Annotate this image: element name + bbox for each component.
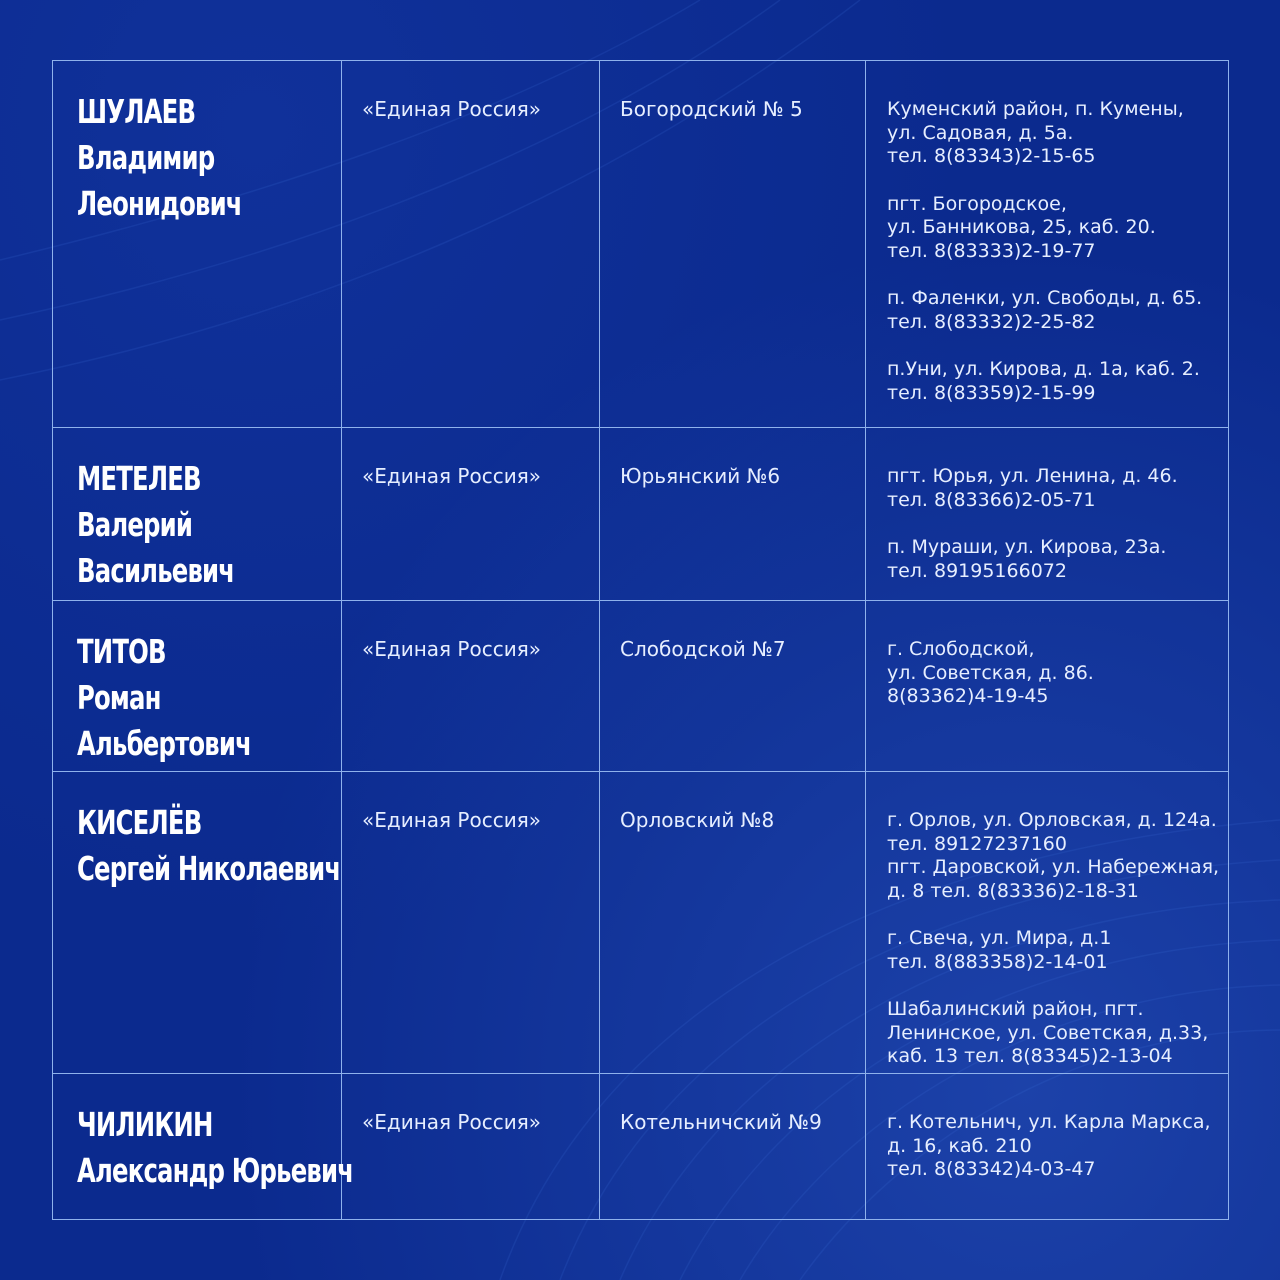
deputy-given-name: Леонидович — [77, 184, 242, 223]
party-cell — [342, 61, 600, 428]
district-cell — [600, 601, 866, 772]
district-name: Котельничский №9 — [620, 1110, 822, 1134]
party-cell — [342, 1074, 600, 1220]
contact-line: каб. 13 тел. 8(83345)2-13-04 — [887, 1045, 1173, 1067]
deputy-given-name: Альбертович — [77, 724, 252, 763]
contact-line: Шабалинский район, пгт. — [887, 998, 1144, 1020]
deputy-name-cell — [53, 428, 342, 601]
party-cell — [342, 601, 600, 772]
party-name: «Единая Россия» — [362, 637, 541, 661]
contact-line: тел. 8(83342)4-03-47 — [887, 1158, 1096, 1180]
deputy-surname: ЧИЛИКИН — [77, 1105, 213, 1144]
table-row — [53, 61, 1229, 428]
contact-line: пгт. Богородское, — [887, 192, 1067, 215]
deputy-name-cell — [53, 61, 342, 428]
contact-line: п.Уни, ул. Кирова, д. 1а, каб. 2. — [887, 358, 1200, 380]
contact-line: д. 8 тел. 8(83336)2-18-31 — [887, 879, 1139, 902]
deputy-given-name: Васильевич — [77, 551, 235, 590]
contact-block-gap — [887, 974, 1220, 998]
contact-block-gap — [887, 263, 1220, 287]
deputy-given-name: Сергей Николаевич — [77, 849, 341, 888]
table-row — [53, 428, 1229, 601]
contact-line: п. Фаленки, ул. Свободы, д. 65. — [887, 287, 1203, 309]
party-name: «Единая Россия» — [362, 464, 541, 488]
deputy-name-cell — [53, 772, 342, 1074]
contact-line: тел. 8(83333)2-19-77 — [887, 239, 1096, 262]
contacts-cell — [866, 772, 1229, 1074]
district-cell — [600, 772, 866, 1074]
contact-line: ул. Банникова, 25, каб. 20. — [887, 216, 1156, 238]
district-name: Орловский №8 — [620, 808, 775, 832]
contact-line: тел. 8(83332)2-25-82 — [887, 310, 1096, 333]
contact-line: ул. Садовая, д. 5а. — [887, 121, 1074, 144]
contact-line: д. 16, каб. 210 — [887, 1134, 1032, 1157]
district-cell — [600, 1074, 866, 1220]
contact-block-gap — [887, 903, 1220, 927]
contact-line: Куменский район, п. Кумены, — [887, 98, 1184, 120]
contact-line: п. Мураши, ул. Кирова, 23а. — [887, 536, 1167, 558]
party-name: «Единая Россия» — [362, 1110, 541, 1134]
contact-line: тел. 89195166072 — [887, 559, 1067, 582]
table-row — [53, 601, 1229, 772]
deputy-surname: КИСЕЛЁВ — [77, 803, 202, 842]
deputy-name-cell — [53, 1074, 354, 1220]
district-cell — [600, 428, 866, 601]
party-cell — [342, 428, 600, 601]
table-row — [53, 1074, 1229, 1220]
contacts-cell — [866, 601, 1229, 772]
deputy-given-name: Роман — [77, 678, 161, 717]
party-cell — [342, 772, 600, 1074]
contact-line: тел. 89127237160 — [887, 832, 1067, 855]
contact-line: ул. Советская, д. 86. — [887, 661, 1094, 684]
contact-block-gap — [887, 512, 1220, 536]
deputy-given-name: Валерий — [77, 505, 193, 544]
district-cell — [600, 61, 866, 428]
deputy-given-name: Владимир — [77, 138, 215, 177]
contact-line: тел. 8(83343)2-15-65 — [887, 145, 1096, 167]
party-name: «Единая Россия» — [362, 97, 541, 121]
contact-line: г. Орлов, ул. Орловская, д. 124а. — [887, 809, 1217, 831]
contact-line: пгт. Даровской, ул. Набережная, — [887, 856, 1220, 878]
deputy-surname: ШУЛАЕВ — [77, 92, 196, 131]
contact-block-gap — [887, 169, 1220, 193]
contact-line: тел. 8(83359)2-15-99 — [887, 381, 1096, 404]
contacts-cell — [866, 428, 1229, 601]
district-name: Богородский № 5 — [620, 97, 803, 121]
district-name: Юрьянский №6 — [620, 464, 781, 488]
contact-line: пгт. Юрья, ул. Ленина, д. 46. — [887, 465, 1178, 487]
contact-block-gap — [887, 334, 1220, 358]
contacts-cell — [866, 61, 1229, 428]
deputy-given-name: Александр Юрьевич — [77, 1151, 354, 1190]
table-row — [53, 772, 1229, 1074]
contact-line: г. Котельнич, ул. Карла Маркса, — [887, 1111, 1211, 1133]
table-body — [53, 61, 1229, 1220]
contacts-cell — [866, 1074, 1229, 1220]
district-name: Слободской №7 — [620, 637, 786, 661]
contact-line: г. Слободской, — [887, 638, 1035, 660]
deputy-surname: МЕТЕЛЕВ — [77, 459, 201, 498]
deputy-name-cell — [53, 601, 342, 772]
contact-line: тел. 8(83366)2-05-71 — [887, 488, 1096, 511]
contact-line: 8(83362)4-19-45 — [887, 685, 1049, 707]
deputy-surname: ТИТОВ — [77, 632, 166, 671]
deputies-table — [52, 60, 1229, 1220]
contact-line: г. Свеча, ул. Мира, д.1 — [887, 927, 1112, 949]
party-name: «Единая Россия» — [362, 808, 541, 832]
contact-line: тел. 8(883358)2-14-01 — [887, 950, 1108, 973]
contact-line: Ленинское, ул. Советская, д.33, — [887, 1021, 1209, 1044]
